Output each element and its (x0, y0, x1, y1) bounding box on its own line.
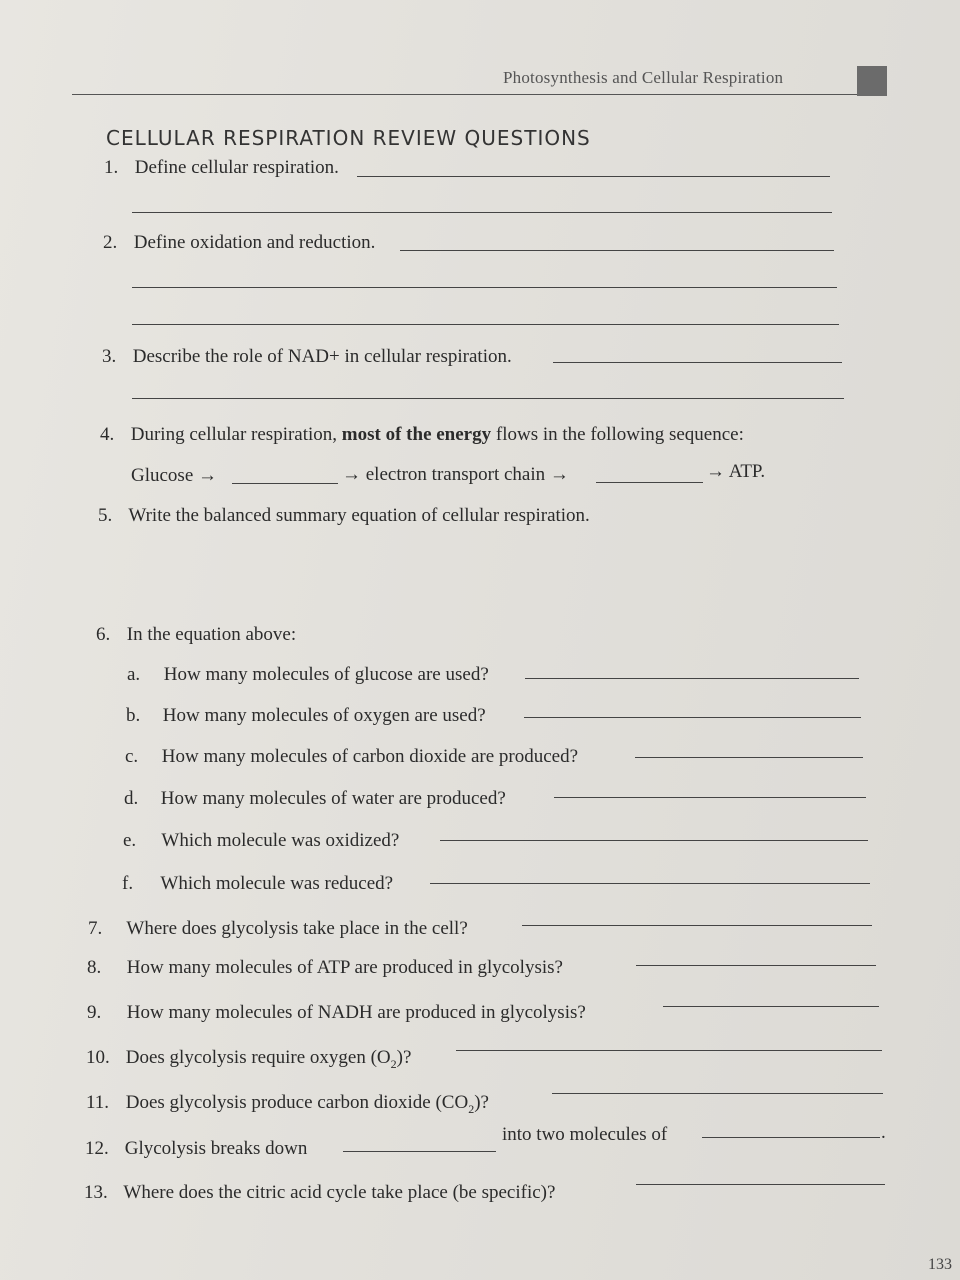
question-number: 3. (102, 346, 117, 367)
answer-line-10[interactable] (456, 1050, 882, 1051)
question-text-after: )? (396, 1047, 412, 1068)
question-text: Define cellular respiration. (134, 157, 339, 178)
part-text: How many molecules of carbon dioxide are produced? (161, 746, 579, 767)
section-title: CELLULAR RESPIRATION REVIEW QUESTIONS (106, 126, 591, 150)
part-text: How many molecules of water are produced? (160, 788, 506, 809)
question-10 (86, 1047, 411, 1072)
question-number: 8. (87, 957, 102, 978)
question-text-before: Does glycolysis require oxygen (O (125, 1047, 391, 1068)
answer-line-13[interactable] (636, 1184, 885, 1185)
question-6d (124, 788, 506, 810)
question-text-before: Glycolysis breaks down (124, 1138, 308, 1159)
answer-line-6e[interactable] (440, 840, 868, 841)
subscript: 2 (468, 1101, 475, 1116)
question-text: Describe the role of NAD+ in cellular respiration. (132, 346, 512, 367)
question-number: 12. (85, 1138, 109, 1159)
answer-line-7[interactable] (522, 925, 872, 926)
sequence-end: → ATP. (706, 461, 766, 482)
question-text-before: During cellular respiration, (130, 424, 338, 445)
sequence-start: Glucose → (131, 465, 218, 486)
question-12-middle: into two molecules of (502, 1124, 668, 1145)
part-text: How many molecules of oxygen are used? (162, 705, 486, 726)
answer-line-2a[interactable] (400, 250, 834, 251)
question-number: 13. (84, 1182, 108, 1203)
question-number: 11. (86, 1092, 110, 1113)
answer-line-12a[interactable] (343, 1151, 496, 1152)
question-8 (87, 957, 563, 979)
question-11 (86, 1092, 489, 1117)
answer-line-1a[interactable] (357, 176, 830, 177)
question-12 (85, 1138, 307, 1160)
question-text-after: )? (474, 1092, 489, 1113)
sequence-blank-1[interactable] (232, 483, 338, 484)
answer-line-6c[interactable] (635, 757, 863, 758)
question-number: 7. (88, 918, 103, 939)
answer-line-1b[interactable] (132, 212, 832, 213)
answer-line-8[interactable] (636, 965, 876, 966)
page-number: 133 (928, 1256, 952, 1273)
question-text: In the equation above: (126, 624, 297, 645)
part-letter: b. (126, 705, 141, 726)
answer-line-11[interactable] (552, 1093, 883, 1094)
header-rule (72, 94, 857, 95)
answer-line-2b[interactable] (132, 287, 837, 288)
question-text-after: flows in the following sequence: (495, 424, 744, 445)
running-header-title: Photosynthesis and Cellular Respiration (503, 68, 784, 87)
question-9 (87, 1002, 586, 1024)
question-text-bold: most of the energy (341, 424, 492, 445)
question-number: 10. (86, 1047, 110, 1068)
part-letter: e. (123, 830, 137, 851)
answer-line-3a[interactable] (553, 362, 842, 363)
part-letter: d. (124, 788, 139, 809)
header-marker-block (857, 66, 887, 96)
question-12-end: . (881, 1122, 886, 1143)
question-text: Write the balanced summary equation of cellular respiration. (128, 505, 590, 526)
sequence-middle: → electron transport chain → (342, 464, 569, 485)
subscript: 2 (390, 1056, 397, 1071)
question-3 (102, 346, 512, 368)
answer-line-9[interactable] (663, 1006, 879, 1007)
question-6f (122, 873, 393, 895)
question-6c (125, 746, 578, 768)
question-number: 5. (98, 505, 113, 526)
question-text: How many molecules of NADH are produced in glycolysis? (126, 1002, 586, 1023)
question-6 (96, 624, 296, 646)
question-2 (103, 232, 375, 254)
answer-line-6a[interactable] (525, 678, 859, 679)
question-6e (123, 830, 399, 852)
question-text: How many molecules of ATP are produced in glycolysis? (126, 957, 563, 978)
part-text: Which molecule was reduced? (160, 873, 394, 894)
question-4 (100, 424, 744, 446)
question-number: 1. (104, 157, 119, 178)
question-text-before: Does glycolysis produce carbon dioxide (CO (125, 1092, 469, 1113)
answer-line-6b[interactable] (524, 717, 861, 718)
question-7 (88, 918, 468, 940)
answer-line-6f[interactable] (430, 883, 870, 884)
question-text: Where does glycolysis take place in the cell? (126, 918, 468, 939)
question-1 (104, 157, 339, 179)
answer-line-3b[interactable] (132, 398, 844, 399)
part-text: How many molecules of glucose are used? (163, 664, 489, 685)
answer-line-12b[interactable] (702, 1137, 880, 1138)
question-6a (127, 664, 489, 686)
question-number: 6. (96, 624, 111, 645)
question-text: Where does the citric acid cycle take place (be specific)? (123, 1182, 556, 1203)
part-letter: c. (125, 746, 139, 767)
question-5 (98, 505, 590, 527)
question-number: 4. (100, 424, 115, 445)
answer-line-6d[interactable] (554, 797, 866, 798)
question-13 (84, 1182, 555, 1204)
sequence-blank-2[interactable] (596, 482, 703, 483)
part-text: Which molecule was oxidized? (161, 830, 400, 851)
question-number: 9. (87, 1002, 102, 1023)
part-letter: a. (127, 664, 141, 685)
question-6b (126, 705, 486, 727)
question-number: 2. (103, 232, 118, 253)
question-text: Define oxidation and reduction. (133, 232, 376, 253)
part-letter: f. (122, 873, 134, 894)
answer-line-2c[interactable] (132, 324, 839, 325)
